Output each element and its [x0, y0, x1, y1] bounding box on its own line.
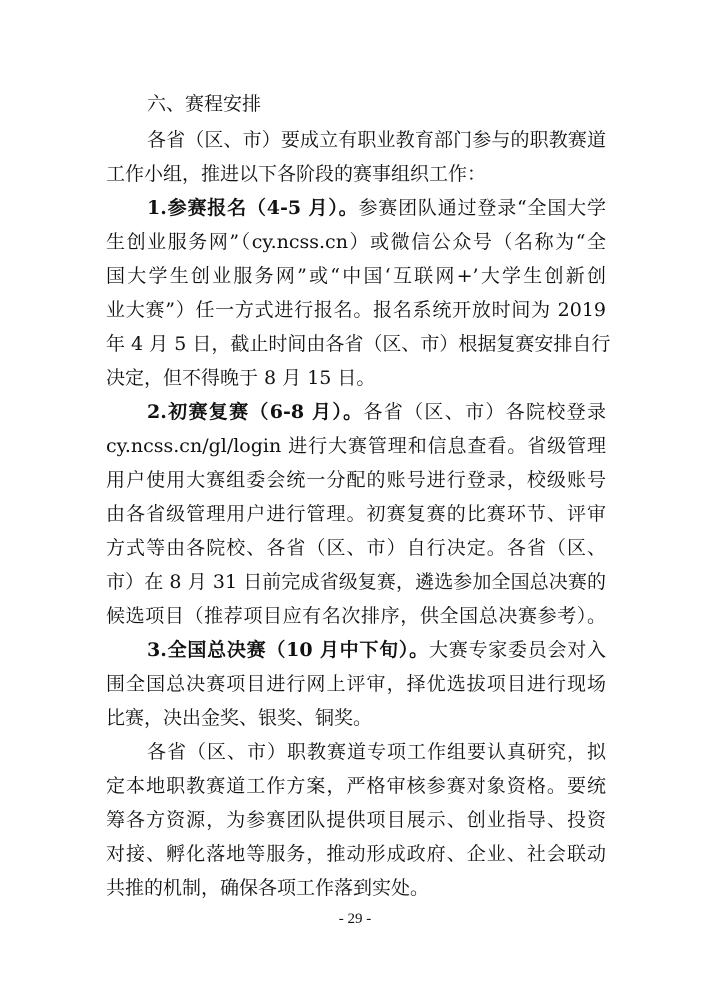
closing-line-5: 共推的机制，确保各项工作落到实处。 — [106, 877, 430, 899]
stage2-line-5: 市）在 8 月 31 日前完成省级复赛，遴选参加全国总决赛的 — [106, 571, 606, 593]
section-heading: 六、赛程安排 — [147, 93, 262, 115]
closing-line-3: 筹各方资源，为参赛团队提供项目展示、创业指导、投资 — [106, 809, 606, 831]
stage3-line-1: 围全国总决赛项目进行网上评审，择优选拔项目进行现场 — [106, 673, 606, 695]
closing-line-2: 定本地职教赛道工作方案，严格审核参赛对象资格。要统 — [106, 775, 606, 797]
stage2-first-line — [147, 400, 606, 424]
stage2-line-2: 用户使用大赛组委会统一分配的账号进行登录，校级账号 — [106, 469, 606, 491]
stage1-line-1: 生创业服务网”（cy.ncss.cn）或微信公众号（名称为“全 — [106, 231, 606, 253]
stage2-line-1: cy.ncss.cn/gl/login 进行大赛管理和信息查看。省级管理 — [106, 435, 606, 457]
stage1-first-line — [147, 196, 606, 220]
stage1-line-3: 业大赛”）任一方式进行报名。报名系统开放时间为 2019 — [106, 299, 606, 321]
intro-line-1: 各省（区、市）要成立有职业教育部门参与的职教赛道 — [147, 129, 606, 151]
stage2-first-line-rest: 各省（区、市）各院校登录 — [363, 401, 606, 423]
stage1-title: 1.参赛报名（4-5 月）。 — [147, 197, 359, 219]
stage3-first-line-rest: 大赛专家委员会对入 — [428, 639, 606, 661]
stage3-first-line — [147, 638, 606, 662]
stage1-line-5: 决定，但不得晚于 8 月 15 日。 — [106, 367, 376, 389]
intro-line-2: 工作小组，推进以下各阶段的赛事组织工作： — [106, 163, 487, 185]
stage1-line-4: 年 4 月 5 日，截止时间由各省（区、市）根据复赛安排自行 — [106, 333, 611, 355]
stage2-title: 2.初赛复赛（6-8 月）。 — [147, 401, 364, 423]
stage2-line-3: 由各省级管理用户进行管理。初赛复赛的比赛环节、评审 — [106, 503, 606, 525]
stage3-line-2: 比赛，决出金奖、银奖、铜奖。 — [106, 707, 373, 729]
stage2-line-6: 候选项目（推荐项目应有名次排序，供全国总决赛参考）。 — [106, 605, 606, 627]
closing-line-4: 对接、孵化落地等服务，推动形成政府、企业、社会联动 — [106, 843, 606, 865]
stage3-title: 3.全国总决赛（10 月中下旬）。 — [147, 639, 429, 661]
closing-line-1: 各省（区、市）职教赛道专项工作组要认真研究，拟 — [147, 741, 606, 763]
stage1-line-2: 国大学生创业服务网”或“中国‘互联网+’大学生创新创 — [106, 265, 606, 287]
page-number: - 29 - — [338, 911, 372, 927]
stage2-line-4: 方式等由各院校、各省（区、市）自行决定。各省（区、 — [106, 537, 606, 559]
stage1-first-line-rest: 参赛团队通过登录“全国大学 — [358, 197, 607, 219]
